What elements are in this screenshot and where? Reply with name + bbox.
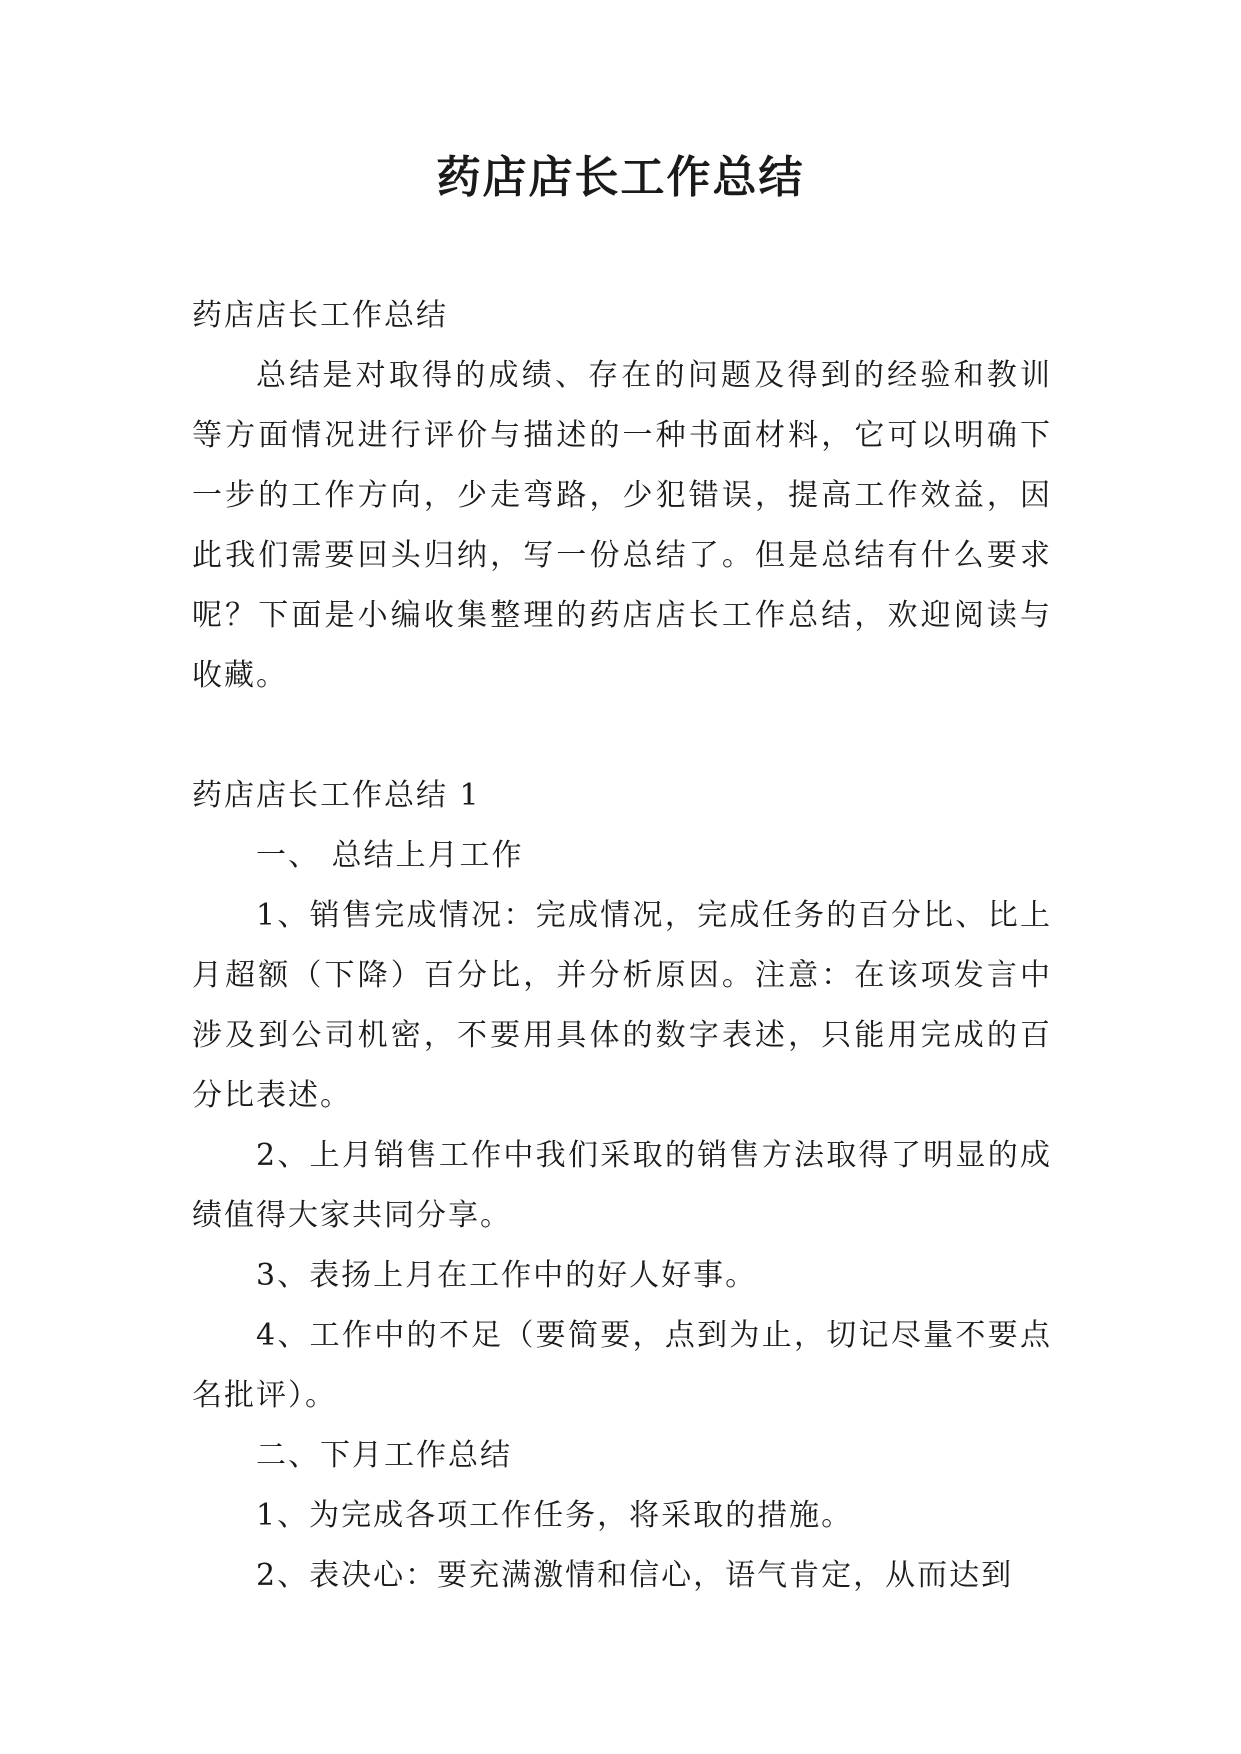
paragraph-sales-methods: 2、上月销售工作中我们采取的销售方法取得了明显的成绩值得大家共同分享。 [192, 1138, 1052, 1233]
document-body [192, 286, 1052, 1606]
document-title: 药店店长工作总结 [436, 152, 805, 203]
paragraph-shortcomings: 4、工作中的不足（要简要，点到为止，切记尽量不要点名批评）。 [192, 1318, 1052, 1413]
paragraph-measures: 1、为完成各项工作任务，将采取的措施。 [256, 1498, 854, 1533]
part-heading-last-month: 一、 总结上月工作 [256, 838, 524, 873]
section-heading: 药店店长工作总结 1 [192, 778, 481, 813]
paragraph-commendation: 3、表扬上月在工作中的好人好事。 [256, 1258, 758, 1293]
intro-paragraph: 总结是对取得的成绩、存在的问题及得到的经验和教训等方面情况进行评价与描述的一种书面材料，它可以明确下一步的工作方向，少走弯路，少犯错误，提高工作效益，因此我们需要回头归纳，写一份总结了。但是总结有什么要求呢？下面是小编收集整理的药店店长工作总结，欢迎阅读与收藏。 [192, 358, 1052, 693]
paragraph-sales-completion: 1、销售完成情况：完成情况，完成任务的百分比、比上月超额（下降）百分比，并分析原因。注意：在该项发言中涉及到公司机密，不要用具体的数字表述，只能用完成的百分比表述。 [192, 898, 1052, 1113]
spacer [192, 706, 1052, 766]
paragraph-determination: 2、表决心：要充满激情和信心，语气肯定，从而达到 [256, 1558, 1014, 1593]
subtitle: 药店店长工作总结 [192, 298, 448, 333]
part-heading-next-month: 二、下月工作总结 [256, 1438, 512, 1473]
